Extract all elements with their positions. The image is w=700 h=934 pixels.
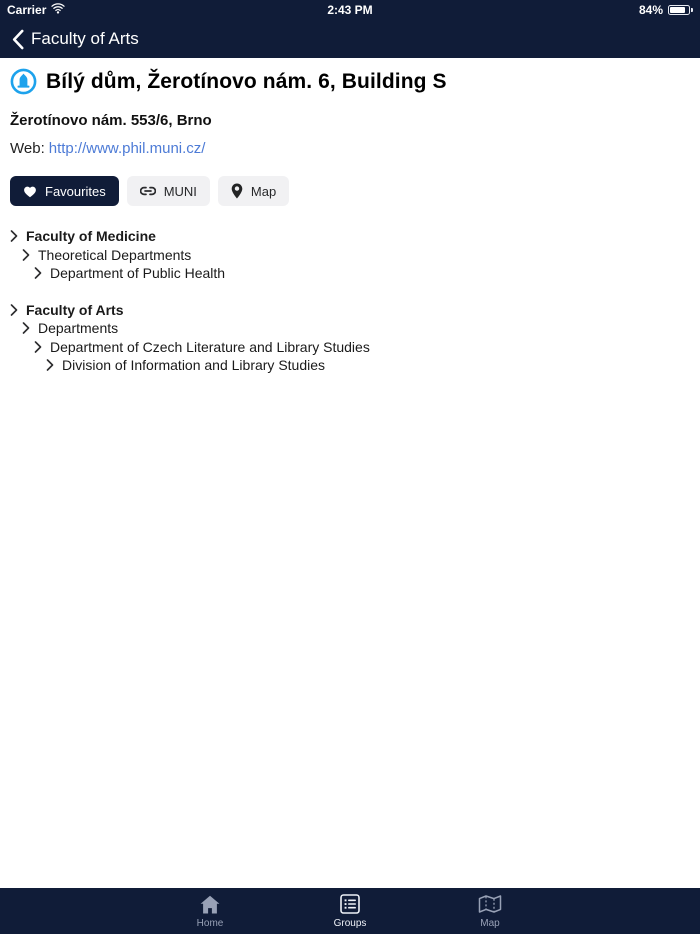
tab-bar xyxy=(0,888,700,934)
tree-item-label: Theoretical Departments xyxy=(38,246,192,263)
tree-item-label: Faculty of Arts xyxy=(26,301,124,318)
tab-label: Groups xyxy=(333,918,367,929)
map-icon xyxy=(478,893,502,915)
tab-label: Map xyxy=(480,918,500,929)
chevron-right-icon xyxy=(34,267,42,279)
tree-item[interactable] xyxy=(10,301,690,320)
tree xyxy=(10,227,690,375)
title-row xyxy=(10,68,690,95)
heart-icon xyxy=(23,185,37,198)
muni-label: MUNI xyxy=(163,183,197,199)
pin-icon xyxy=(231,183,243,199)
chevron-right-icon xyxy=(22,249,30,261)
chevron-left-icon xyxy=(12,29,24,50)
chevron-right-icon xyxy=(10,304,18,316)
tree-item-label: Departments xyxy=(38,320,119,337)
back-button[interactable] xyxy=(12,29,139,50)
wifi-icon xyxy=(51,3,65,17)
battery-fill xyxy=(670,7,685,13)
muni-button[interactable] xyxy=(127,176,210,206)
tree-item-label: Division of Information and Library Studies xyxy=(62,357,326,374)
tab-label: Home xyxy=(196,918,224,929)
building-badge-icon xyxy=(10,68,37,95)
tree-item[interactable] xyxy=(10,356,690,375)
tree-item-label: Department of Public Health xyxy=(50,265,226,282)
clock: 2:43 PM xyxy=(327,3,373,17)
chevron-right-icon xyxy=(10,230,18,242)
favourites-button[interactable] xyxy=(10,176,119,206)
navigation-bar xyxy=(0,20,700,58)
tree-item[interactable] xyxy=(10,338,690,357)
map-action-label: Map xyxy=(250,183,277,199)
battery-percent: 84% xyxy=(638,3,663,17)
tab-groups[interactable] xyxy=(280,888,420,934)
tree-item[interactable] xyxy=(10,264,690,283)
building-address: Žerotínovo nám. 553/6, Brno xyxy=(10,112,212,129)
web-label: Web: xyxy=(10,140,45,157)
web-link[interactable]: http://www.phil.muni.cz/ xyxy=(48,140,206,157)
status-right xyxy=(639,3,693,17)
building-detail xyxy=(0,58,700,888)
groups-icon xyxy=(340,893,360,915)
home-icon xyxy=(199,893,221,915)
tree-item[interactable] xyxy=(10,227,690,246)
tab-home[interactable] xyxy=(140,888,280,934)
tree-item[interactable] xyxy=(10,319,690,338)
carrier-label: Carrier xyxy=(7,3,47,17)
web-row xyxy=(10,140,690,157)
favourites-label: Favourites xyxy=(45,183,106,199)
chevron-right-icon xyxy=(22,322,30,334)
tree-item-label: Department of Czech Literature and Library Studies xyxy=(50,338,370,355)
status-bar xyxy=(0,0,700,20)
chevron-right-icon xyxy=(34,341,42,353)
tab-map[interactable] xyxy=(420,888,560,934)
action-buttons xyxy=(10,176,690,206)
back-label: Faculty of Arts xyxy=(31,29,139,48)
battery-icon xyxy=(668,5,693,15)
link-icon xyxy=(140,184,156,198)
chevron-right-icon xyxy=(46,359,54,371)
map-button[interactable] xyxy=(218,176,289,206)
tree-item-label: Faculty of Medicine xyxy=(26,228,156,245)
page-title: Bílý dům, Žerotínovo nám. 6, Building S xyxy=(46,69,447,93)
status-left xyxy=(7,3,65,17)
tree-item[interactable] xyxy=(10,246,690,265)
